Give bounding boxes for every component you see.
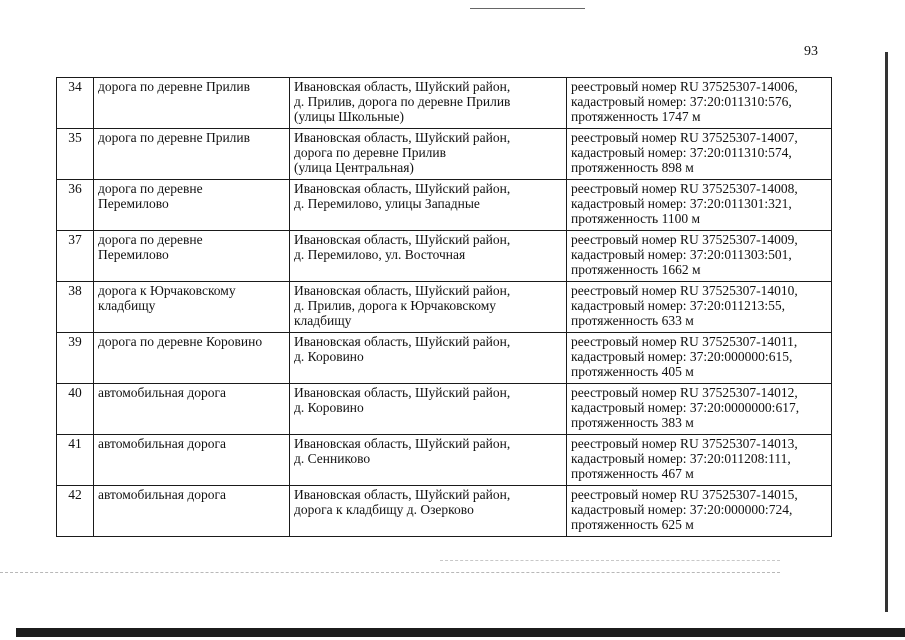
road-details-line: кадастровый номер: 37:20:000000:615, <box>571 349 793 364</box>
road-location-line: д. Сенниково <box>294 451 371 466</box>
road-details-line: протяженность 898 м <box>571 160 694 175</box>
road-details-line: реестровый номер RU 37525307-14009, <box>571 232 798 247</box>
road-location-cell <box>290 282 567 333</box>
table-row <box>57 384 832 435</box>
road-details-cell <box>567 129 832 180</box>
road-details-line: кадастровый номер: 37:20:011208:111, <box>571 451 791 466</box>
road-details-line: реестровый номер RU 37525307-14015, <box>571 487 798 502</box>
row-number: 42 <box>57 486 94 537</box>
road-name-cell <box>94 180 290 231</box>
road-details-line: реестровый номер RU 37525307-14013, <box>571 436 798 451</box>
table-row <box>57 333 832 384</box>
road-location-line: Ивановская область, Шуйский район, <box>294 79 511 94</box>
road-name-line: дорога по деревне Прилив <box>98 130 251 145</box>
road-details-line: протяженность 1662 м <box>571 262 701 277</box>
road-details-cell <box>567 333 832 384</box>
road-location-cell <box>290 231 567 282</box>
road-details-cell <box>567 180 832 231</box>
road-location-line: (улицы Школьные) <box>294 109 405 124</box>
row-number: 40 <box>57 384 94 435</box>
road-name-cell <box>94 384 290 435</box>
row-number: 34 <box>57 78 94 129</box>
road-location-cell <box>290 486 567 537</box>
scan-right-edge <box>885 52 888 612</box>
road-details-line: протяженность 405 м <box>571 364 694 379</box>
road-name-cell <box>94 282 290 333</box>
road-details-line: кадастровый номер: 37:20:011310:574, <box>571 145 792 160</box>
road-location-line: д. Прилив, дорога по деревне Прилив <box>294 94 511 109</box>
road-details-line: кадастровый номер: 37:20:011213:55, <box>571 298 786 313</box>
road-details-cell <box>567 486 832 537</box>
row-number: 35 <box>57 129 94 180</box>
road-location-line: д. Прилив, дорога к Юрчаковскому <box>294 298 497 313</box>
road-details-line: реестровый номер RU 37525307-14008, <box>571 181 798 196</box>
roads-table <box>56 77 832 537</box>
road-details-cell <box>567 231 832 282</box>
table-row <box>57 282 832 333</box>
row-number: 36 <box>57 180 94 231</box>
table-row <box>57 129 832 180</box>
scan-bottom-dash <box>0 572 780 573</box>
table-row <box>57 78 832 129</box>
row-number: 38 <box>57 282 94 333</box>
road-location-line: д. Перемилово, ул. Восточная <box>294 247 466 262</box>
road-details-line: протяженность 383 м <box>571 415 694 430</box>
road-name-cell <box>94 231 290 282</box>
road-location-cell <box>290 180 567 231</box>
row-number: 37 <box>57 231 94 282</box>
road-location-line: Ивановская область, Шуйский район, <box>294 436 511 451</box>
road-details-cell <box>567 435 832 486</box>
road-details-line: кадастровый номер: 37:20:011303:501, <box>571 247 792 262</box>
road-details-line: реестровый номер RU 37525307-14007, <box>571 130 798 145</box>
road-location-line: дорога к кладбищу д. Озерково <box>294 502 474 517</box>
road-details-line: реестровый номер RU 37525307-14010, <box>571 283 798 298</box>
road-location-line: Ивановская область, Шуйский район, <box>294 283 511 298</box>
road-location-cell <box>290 435 567 486</box>
road-name-cell <box>94 435 290 486</box>
road-details-line: реестровый номер RU 37525307-14011, <box>571 334 798 349</box>
road-name-line: автомобильная дорога <box>98 487 226 502</box>
road-name-line: дорога по деревне Коровино <box>98 334 263 349</box>
road-name-line: автомобильная дорога <box>98 385 226 400</box>
road-location-line: д. Коровино <box>294 400 364 415</box>
road-details-line: протяженность 625 м <box>571 517 694 532</box>
road-location-line: д. Коровино <box>294 349 364 364</box>
road-location-cell <box>290 129 567 180</box>
table-row <box>57 180 832 231</box>
roads-table-body <box>57 78 832 537</box>
road-details-line: кадастровый номер: 37:20:0000000:617, <box>571 400 800 415</box>
road-location-line: Ивановская область, Шуйский район, <box>294 385 511 400</box>
road-details-cell <box>567 282 832 333</box>
road-details-line: протяженность 467 м <box>571 466 694 481</box>
road-name-line: автомобильная дорога <box>98 436 226 451</box>
road-location-line: Ивановская область, Шуйский район, <box>294 130 511 145</box>
scan-bottom-dash-upper <box>440 560 780 561</box>
road-location-line: Ивановская область, Шуйский район, <box>294 232 511 247</box>
road-details-line: реестровый номер RU 37525307-14012, <box>571 385 798 400</box>
road-details-line: кадастровый номер: 37:20:011310:576, <box>571 94 792 109</box>
road-location-cell <box>290 78 567 129</box>
scan-top-line <box>470 8 585 9</box>
road-location-line: дорога по деревне Прилив <box>294 145 447 160</box>
road-location-line: (улица Центральная) <box>294 160 414 175</box>
road-name-line: дорога к Юрчаковскому <box>98 283 236 298</box>
road-name-line: дорога по деревне <box>98 181 203 196</box>
road-location-line: Ивановская область, Шуйский район, <box>294 181 511 196</box>
road-name-cell <box>94 78 290 129</box>
road-location-line: д. Перемилово, улицы Западные <box>294 196 480 211</box>
road-location-line: Ивановская область, Шуйский район, <box>294 487 511 502</box>
table-row <box>57 435 832 486</box>
road-details-line: кадастровый номер: 37:20:011301:321, <box>571 196 792 211</box>
road-details-line: протяженность 1747 м <box>571 109 701 124</box>
road-name-cell <box>94 486 290 537</box>
road-details-line: реестровый номер RU 37525307-14006, <box>571 79 798 94</box>
road-location-cell <box>290 333 567 384</box>
road-details-cell <box>567 78 832 129</box>
row-number: 41 <box>57 435 94 486</box>
road-details-cell <box>567 384 832 435</box>
table-row <box>57 486 832 537</box>
road-location-line: Ивановская область, Шуйский район, <box>294 334 511 349</box>
road-details-line: протяженность 1100 м <box>571 211 700 226</box>
road-name-line: Перемилово <box>98 247 169 262</box>
road-name-line: кладбищу <box>98 298 156 313</box>
table-row <box>57 231 832 282</box>
road-location-line: кладбищу <box>294 313 352 328</box>
road-name-line: дорога по деревне <box>98 232 203 247</box>
road-name-line: Перемилово <box>98 196 169 211</box>
road-name-cell <box>94 333 290 384</box>
road-location-cell <box>290 384 567 435</box>
page-number: 93 <box>804 44 818 59</box>
scan-bottom-bar <box>16 628 905 637</box>
road-details-line: протяженность 633 м <box>571 313 694 328</box>
row-number: 39 <box>57 333 94 384</box>
road-name-line: дорога по деревне Прилив <box>98 79 251 94</box>
road-name-cell <box>94 129 290 180</box>
road-details-line: кадастровый номер: 37:20:000000:724, <box>571 502 793 517</box>
